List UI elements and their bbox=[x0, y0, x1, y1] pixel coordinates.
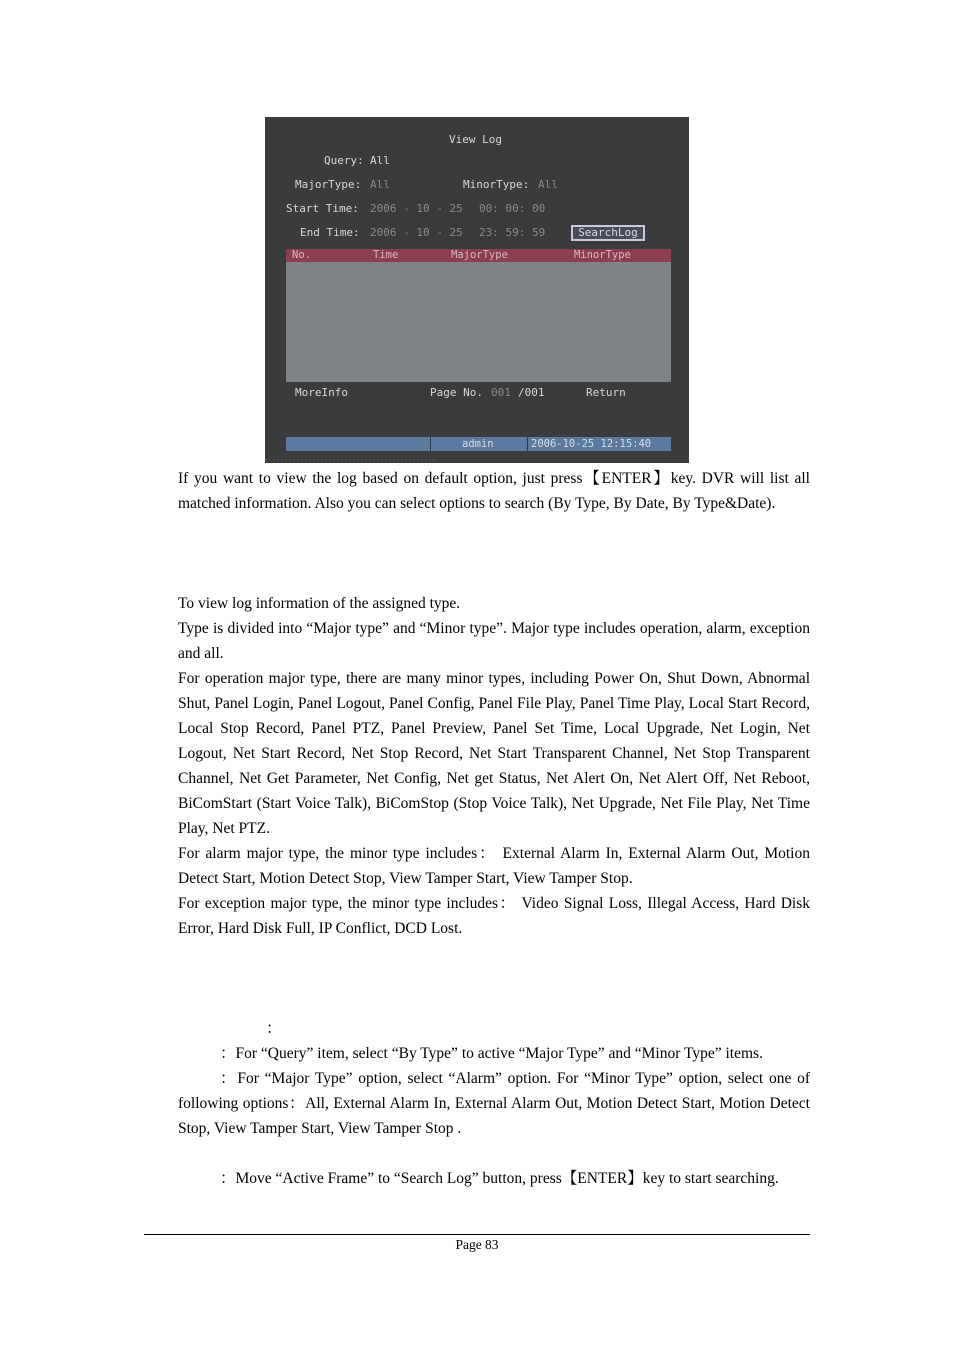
example-heading-colon: ： bbox=[266, 1020, 282, 1037]
more-info-button[interactable]: MoreInfo bbox=[295, 386, 348, 399]
section-operation-minor-types: For operation major type, there are many minor types, including Power On, Shut Down, Abnormal Shut, Panel Login, Panel Logout, Panel Config, Panel File Play, Panel Time Play, Local Start Record, Local Stop Record, Panel PTZ, Panel Preview, Panel Set Time, Local Upgrade, Net Login, Net Logout, Net Start Record, Net Stop Record, Net Start Transparent Channel, Net Stop Transparent Channel, Net Get Parameter, Net Config, Net get Status, Net Alert On, Net Alert Off, Net Reboot, BiComStart (Start Voice Talk), BiComStop (Stop Voice Talk), Net Upgrade, Net File Play, Net Time Play, Net PTZ. bbox=[178, 670, 810, 837]
minor-type-value[interactable]: All bbox=[538, 178, 558, 191]
search-log-button[interactable]: SearchLog bbox=[571, 225, 645, 241]
start-time-value[interactable]: 00: 00: 00 bbox=[479, 202, 546, 215]
start-time-label: Start Time: bbox=[286, 202, 359, 215]
query-label: Query: bbox=[324, 154, 364, 167]
page-number-total: /001 bbox=[518, 386, 545, 399]
end-time-label: End Time: bbox=[300, 226, 360, 239]
footer-rule bbox=[144, 1234, 810, 1235]
section-purpose: To view log information of the assigned type. bbox=[178, 595, 461, 612]
status-datetime: 2006-10-25 12:15:40 bbox=[531, 438, 652, 450]
start-date-value[interactable]: 2006 - 10 - 25 bbox=[370, 202, 463, 215]
page-number: Page 83 bbox=[455, 1237, 499, 1252]
section-type-description: Type is divided into “Major type” and “Minor type”. Major type includes operation, alarm, exception and all. bbox=[178, 620, 810, 662]
column-no: No. bbox=[292, 249, 311, 261]
section-alarm-minor-types: For alarm major type, the minor type includes： External Alarm In, External Alarm Out, Motion Detect Start, Motion Detect Stop, View Tamper Start, View Tamper Stop. bbox=[178, 845, 810, 887]
column-major-type: MajorType bbox=[451, 249, 508, 261]
status-bar bbox=[286, 437, 671, 451]
major-type-value[interactable]: All bbox=[370, 178, 390, 191]
end-time-value[interactable]: 23: 59: 59 bbox=[479, 226, 546, 239]
major-type-label: MajorType: bbox=[295, 178, 362, 191]
return-button[interactable]: Return bbox=[586, 386, 626, 399]
bottom-dotted-edge bbox=[265, 459, 435, 464]
query-value[interactable]: All bbox=[370, 154, 390, 167]
minor-type-label: MinorType: bbox=[463, 178, 530, 191]
dvr-title: View Log bbox=[449, 133, 502, 146]
status-user: admin bbox=[462, 438, 494, 450]
column-time: Time bbox=[373, 249, 399, 261]
example-step-1: ：For “Query” item, select “By Type” to active “Major Type” and “Minor Type” items. bbox=[220, 1045, 763, 1062]
section-exception-minor-types: For exception major type, the minor type includes： Video Signal Loss, Illegal Access, Hard Disk Error, Hard Disk Full, IP Conflict, DCD Lost. bbox=[178, 895, 810, 937]
end-date-value[interactable]: 2006 - 10 - 25 bbox=[370, 226, 463, 239]
log-table-header bbox=[286, 249, 671, 262]
column-minor-type: MinorType bbox=[574, 249, 631, 261]
example-step-3: ：Move “Active Frame” to “Search Log” button, press【ENTER】key to start searching. bbox=[220, 1170, 779, 1187]
page-number-label: Page No. bbox=[430, 386, 483, 399]
example-step-2: ：For “Major Type” option, select “Alarm” option. For “Minor Type” option, select one of following options：All, External Alarm In, External Alarm Out, Motion Detect Start, Motion Detect Stop, View Tamper Start, View Tamper Stop . bbox=[178, 1070, 810, 1137]
intro-paragraph: If you want to view the log based on default option, just press【ENTER】key. DVR will list all matched information. Also you can select options to search (By Type, By Date, By Type&Date). bbox=[178, 470, 810, 512]
page-number-current[interactable]: 001 bbox=[491, 386, 511, 399]
log-table-body[interactable] bbox=[286, 262, 671, 382]
view-log-screenshot bbox=[265, 117, 689, 463]
